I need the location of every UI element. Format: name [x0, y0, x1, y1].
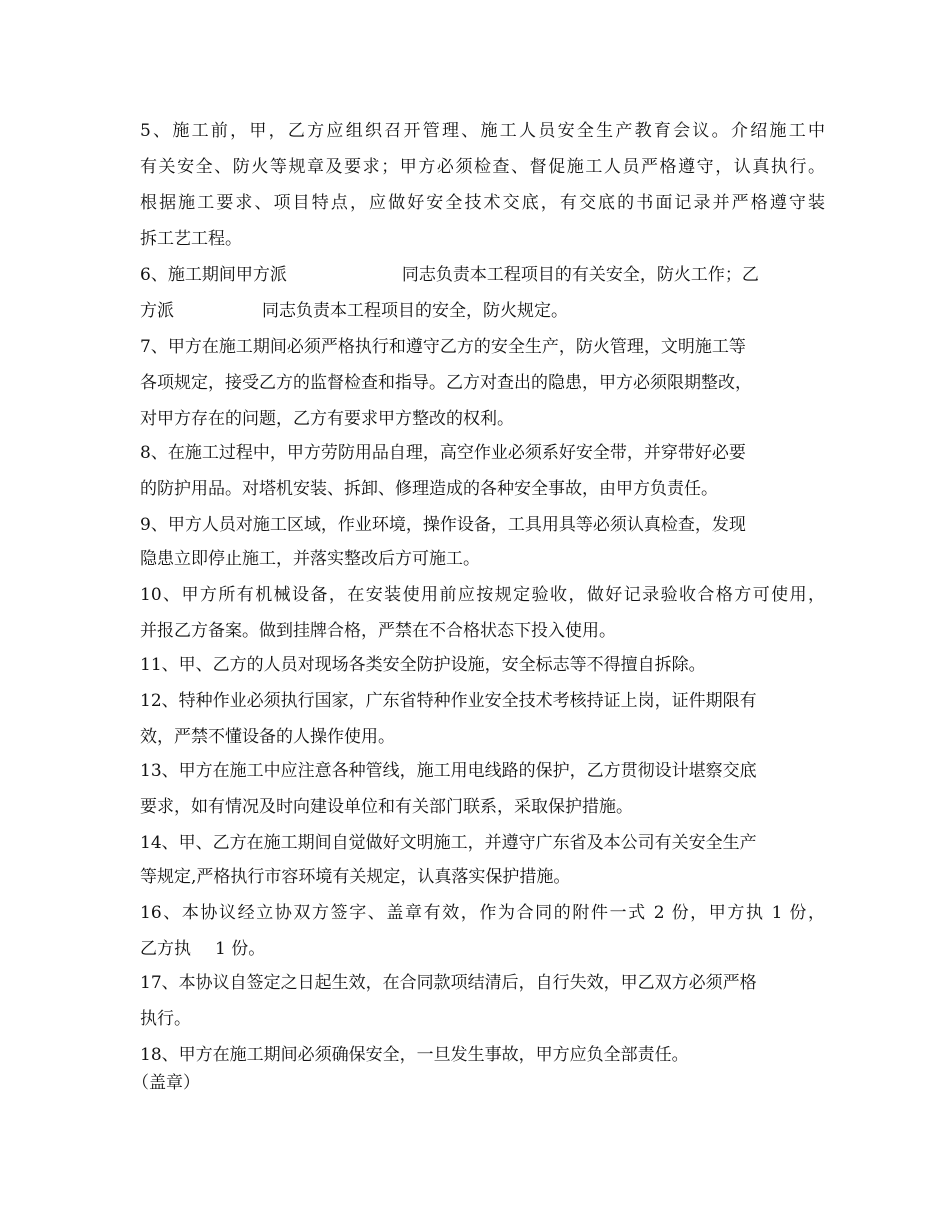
clause-10-line-1: 10、甲方所有机械设备，在安装使用前应按规定验收，做好记录验收合格方可使用，	[140, 585, 825, 605]
clause-16-line-1: 16、本协议经立协双方签字、盖章有效，作为合同的附件一式 2 份，甲方执 1 份，	[140, 903, 825, 923]
clause-5-line-1: 5、施工前，甲，乙方应组织召开管理、施工人员安全生产教育会议。介绍施工中	[140, 121, 825, 141]
clause-12-line-2: 效，严禁不懂设备的人操作使用。	[140, 727, 395, 747]
clause-10-line-2: 并报乙方备案。做到挂牌合格，严禁在不合格状态下投入使用。	[140, 621, 616, 641]
clause-8-line-2: 的防护用品。对塔机安装、拆卸、修理造成的各种安全事故，由甲方负责任。	[140, 479, 718, 499]
clause-13-line-2: 要求，如有情况及时向建设单位和有关部门联系，采取保护措施。	[140, 797, 633, 817]
clause-16-line-2	[140, 938, 265, 960]
clause-14-line-1: 14、甲、乙方在施工期间自觉做好文明施工，并遵守广东省及本公司有关安全生产	[140, 833, 757, 853]
clause-9-line-2: 隐患立即停止施工，并落实整改后方可施工。	[140, 549, 480, 569]
clause-14-line-2: 等规定,严格执行市容环境有关规定，认真落实保护措施。	[140, 867, 571, 887]
clause-5-line-2: 有关安全、防火等规章及要求；甲方必须检查、督促施工人员严格遵守，认真执行。	[140, 157, 825, 177]
clause-7-line-1: 7、甲方在施工期间必须严格执行和遵守乙方的安全生产，防火管理，文明施工等	[140, 337, 746, 357]
clause-6-line-1-end: 同志负责本工程项目的有关安全，防火工作；乙	[401, 265, 759, 285]
clause-5-line-3: 根据施工要求、项目特点，应做好安全技术交底，有交底的书面记录并严格遵守装	[140, 193, 825, 213]
clause-8-line-1: 8、在施工过程中，甲方劳防用品自理，高空作业必须系好安全带，并穿带好必要	[140, 443, 746, 463]
clause-6-line-2-end: 同志负责本工程项目的安全，防火规定。	[262, 301, 568, 321]
clause-17-line-1: 17、本协议自签定之日起生效，在合同款项结清后，自行失效，甲乙双方必须严格	[140, 973, 757, 993]
clause-16-line-2-end: 1 份。	[215, 939, 266, 959]
clause-18-line-1: 18、甲方在施工期间必须确保安全，一旦发生事故，甲方应负全部责任。	[140, 1045, 689, 1065]
clause-12-line-1: 12、特种作业必须执行国家，广东省特种作业安全技术考核持证上岗，证件期限有	[140, 691, 757, 711]
clause-11-line-1: 11、甲、乙方的人员对现场各类安全防护设施，安全标志等不得擅自拆除。	[140, 655, 706, 675]
clause-7-line-3: 对甲方存在的问题，乙方有要求甲方整改的权利。	[140, 409, 514, 429]
clause-17-line-2: 执行。	[140, 1009, 191, 1029]
clause-6-line-2-start: 方派	[140, 301, 174, 321]
clause-7-line-2: 各项规定，接受乙方的监督检查和指导。乙方对查出的隐患，甲方必须限期整改，	[140, 373, 752, 393]
clause-9-line-1: 9、甲方人员对施工区域，作业环境，操作设备，工具用具等必须认真检查，发现	[140, 515, 746, 535]
clause-13-line-1: 13、甲方在施工中应注意各种管线，施工用电线路的保护，乙方贯彻设计堪察交底	[140, 761, 757, 781]
clause-6-line-1	[140, 264, 759, 286]
clause-6-line-1-start: 6、施工期间甲方派	[140, 265, 287, 285]
clause-16-line-2-start: 乙方执	[140, 939, 191, 959]
clause-6-line-2	[140, 300, 568, 322]
clause-5-line-4: 拆工艺工程。	[140, 229, 242, 249]
seal-label: （盖章）	[132, 1073, 200, 1093]
